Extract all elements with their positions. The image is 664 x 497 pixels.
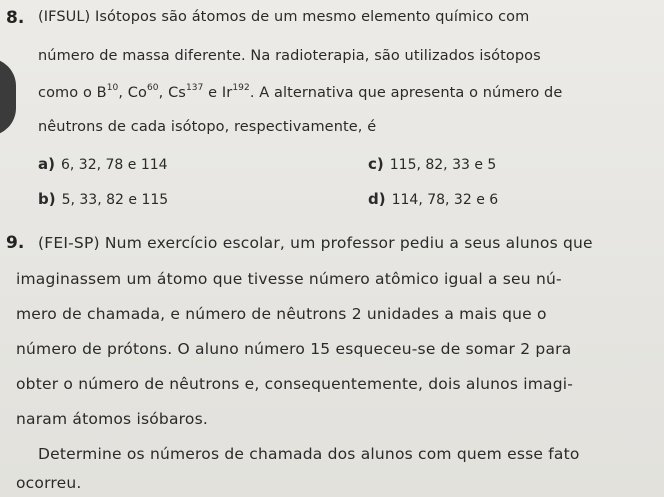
question-number: 9. — [6, 233, 25, 253]
option-letter: c) — [368, 155, 384, 173]
option-a[interactable] — [38, 155, 168, 173]
separator: e — [203, 85, 222, 101]
option-letter: b) — [38, 190, 56, 208]
option-text: 6, 32, 78 e 114 — [60, 157, 168, 173]
question-text-line-isotopes — [38, 85, 562, 101]
option-text: 115, 82, 33 e 5 — [389, 157, 497, 173]
question-text-line: número de prótons. O aluno número 15 esqueceu-se de somar 2 para — [16, 340, 572, 358]
isotope-symbol: B — [96, 85, 107, 101]
mass-number: 192 — [232, 83, 250, 93]
question-text-line: (FEI-SP) Num exercício escolar, um professor pediu a seus alunos que — [38, 234, 593, 252]
mass-number: 10 — [106, 83, 119, 93]
mass-number: 60 — [146, 83, 159, 93]
question-text-line: obter o número de nêutrons e, consequentemente, dois alunos imagi- — [16, 375, 574, 393]
question-text-line: naram átomos isóbaros. — [16, 410, 208, 428]
line-suffix: . A alternativa que apresenta o número de — [249, 85, 563, 101]
separator: , — [118, 85, 128, 101]
line-prefix: como o — [38, 85, 97, 101]
option-letter: a) — [38, 155, 55, 173]
question-text-line: número de massa diferente. Na radioterapia, são utilizados isótopos — [38, 48, 541, 64]
isotope-symbol: Ir — [221, 85, 233, 101]
question-number: 8. — [6, 8, 25, 28]
option-c[interactable] — [368, 155, 496, 173]
page-edge-tab — [0, 58, 16, 136]
option-text: 5, 33, 82 e 115 — [61, 192, 169, 208]
question-text-line: ocorreu. — [16, 474, 82, 492]
question-text-line: mero de chamada, e número de nêutrons 2 unidades a mais que o — [16, 305, 547, 323]
question-text-line: imaginassem um átomo que tivesse número atômico igual a seu nú- — [16, 270, 562, 288]
separator: , — [158, 85, 169, 101]
isotope-symbol: Co — [127, 85, 147, 101]
question-text-line: (IFSUL) Isótopos são átomos de um mesmo elemento químico com — [38, 9, 530, 25]
option-b[interactable] — [38, 190, 168, 208]
isotope-symbol: Cs — [168, 85, 186, 101]
option-text: 114, 78, 32 e 6 — [391, 192, 499, 208]
option-letter: d) — [368, 190, 386, 208]
question-text-line: nêutrons de cada isótopo, respectivamente, é — [38, 119, 377, 135]
option-d[interactable] — [368, 190, 498, 208]
question-text-line: Determine os números de chamada dos alunos com quem esse fato — [38, 445, 580, 463]
mass-number: 137 — [185, 83, 204, 93]
